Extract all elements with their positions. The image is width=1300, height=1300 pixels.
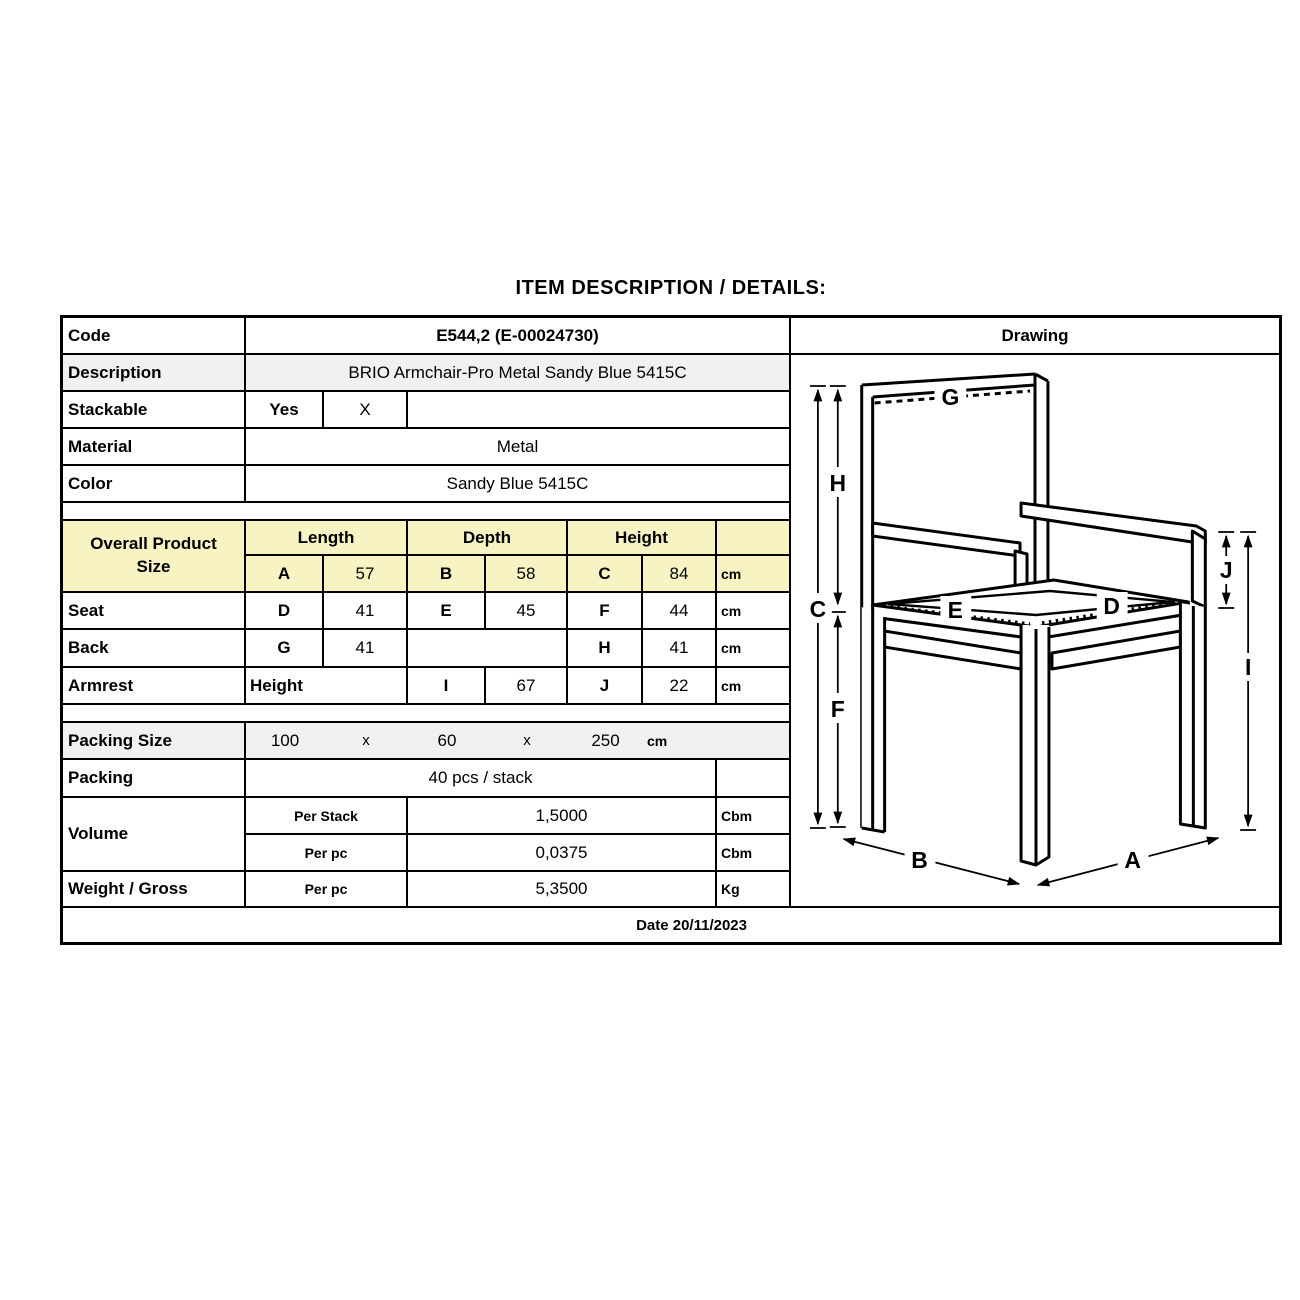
dim-letter-j: J (568, 668, 643, 703)
dim-label-h: H (829, 469, 847, 497)
code-label: Code (63, 318, 246, 353)
dim-letter-h: H (568, 630, 643, 666)
weight-unit: Kg (721, 881, 740, 897)
spec-section (63, 318, 791, 906)
dim-value-h: 41 (643, 630, 717, 666)
seat-unit: cm (721, 602, 742, 619)
packing-size-x2: x (523, 732, 531, 749)
size-header-row (246, 521, 789, 556)
overall-size-block (63, 521, 789, 593)
volume-label: Volume (63, 798, 246, 870)
weight-qualifier: Per pc (246, 872, 408, 906)
stackable-value: Yes (246, 392, 324, 427)
stackable-filler (408, 392, 789, 427)
volume-per-pc-row (246, 835, 789, 870)
packing-value: 40 pcs / stack (246, 760, 717, 796)
dim-label-j: J (1219, 556, 1233, 584)
description-label: Description (63, 355, 246, 390)
dim-label-g: G (941, 383, 960, 411)
dim-value-e: 45 (486, 593, 568, 628)
volume-per-pc-qualifier: Per pc (246, 835, 408, 870)
packing-size-x1: x (362, 732, 370, 749)
dim-letter-b: B (408, 556, 486, 591)
packing-filler (717, 760, 789, 796)
volume-per-stack-value: 1,5000 (408, 798, 717, 833)
packing-row (63, 760, 789, 798)
spacer-row (63, 503, 789, 521)
packing-size-row (63, 723, 789, 760)
code-row (63, 318, 789, 355)
size-header-filler (717, 521, 789, 554)
volume-block (63, 798, 789, 872)
description-value: BRIO Armchair-Pro Metal Sandy Blue 5415C (348, 362, 687, 382)
dim-label-e: E (947, 596, 963, 624)
volume-per-pc-value: 0,0375 (408, 835, 717, 870)
chair-outline (862, 374, 1206, 865)
packing-size-width: 60 (437, 730, 457, 750)
stackable-label: Stackable (63, 392, 246, 427)
packing-size-height: 250 (591, 730, 620, 750)
stackable-mark: X (324, 392, 408, 427)
dim-letter-a: A (246, 556, 324, 591)
armrest-unit: cm (721, 677, 742, 694)
chair-technical-drawing (791, 355, 1279, 906)
packing-size-unit: cm (647, 732, 668, 749)
dim-letter-e: E (408, 593, 486, 628)
packing-label: Packing (63, 760, 246, 796)
code-value: E544,2 (E-00024730) (436, 325, 599, 345)
volume-rows (246, 798, 789, 870)
dim-letter-d: D (246, 593, 324, 628)
material-value: Metal (496, 436, 539, 456)
color-label: Color (63, 466, 246, 501)
color-row (63, 466, 789, 503)
dim-letter-g: G (246, 630, 324, 666)
seat-row (63, 593, 789, 630)
back-empty-cell (408, 630, 568, 666)
dim-letter-i: I (408, 668, 486, 703)
material-label: Material (63, 429, 246, 464)
seat-label: Seat (63, 593, 246, 628)
weight-value: 5,3500 (408, 872, 717, 906)
description-row (63, 355, 789, 392)
armrest-row (63, 668, 789, 705)
drawing-header: Drawing (791, 318, 1279, 355)
date-value: Date 20/11/2023 (636, 916, 747, 934)
packing-size-label: Packing Size (63, 723, 246, 758)
depth-header: Depth (408, 521, 568, 554)
drawing-cell (791, 355, 1279, 906)
dim-letter-c: C (568, 556, 643, 591)
dim-label-f: F (830, 695, 845, 723)
dim-value-d: 41 (324, 593, 408, 628)
dim-value-a: 57 (324, 556, 408, 591)
dim-letter-f: F (568, 593, 643, 628)
dim-value-i: 67 (486, 668, 568, 703)
weight-row (63, 872, 789, 906)
spec-table (60, 315, 1282, 945)
volume-per-stack-row (246, 798, 789, 835)
back-unit: cm (721, 640, 742, 656)
overall-size-grid (246, 521, 789, 591)
armrest-label: Armrest (63, 668, 246, 703)
table-main (63, 318, 1279, 906)
weight-label: Weight / Gross (63, 872, 246, 906)
dim-label-i: I (1244, 653, 1252, 681)
dim-value-g: 41 (324, 630, 408, 666)
dim-label-c: C (809, 595, 827, 623)
overall-unit: cm (721, 565, 742, 582)
armrest-sub-label: Height (246, 668, 408, 703)
dim-value-b: 58 (486, 556, 568, 591)
color-value: Sandy Blue 5415C (446, 473, 589, 493)
back-label: Back (63, 630, 246, 666)
page-title: ITEM DESCRIPTION / DETAILS: (515, 277, 827, 299)
dim-label-b: B (911, 846, 928, 874)
stackable-row (63, 392, 789, 429)
back-row (63, 630, 789, 668)
dim-label-d: D (1103, 592, 1120, 620)
spacer-row (63, 705, 789, 723)
dim-value-c: 84 (643, 556, 717, 591)
overall-values-row (246, 556, 789, 591)
packing-size-length: 100 (270, 730, 300, 750)
material-row (63, 429, 789, 466)
dim-value-j: 22 (643, 668, 717, 703)
volume-per-stack-unit: Cbm (721, 807, 753, 824)
height-header: Height (568, 521, 717, 554)
overall-size-label: Overall Product Size (63, 521, 246, 591)
volume-per-stack-qualifier: Per Stack (246, 798, 408, 833)
volume-per-pc-unit: Cbm (721, 844, 753, 861)
drawing-section (791, 318, 1279, 906)
date-row (63, 906, 1279, 942)
length-header: Length (246, 521, 408, 554)
dim-value-f: 44 (643, 593, 717, 628)
dim-label-a: A (1124, 846, 1141, 874)
